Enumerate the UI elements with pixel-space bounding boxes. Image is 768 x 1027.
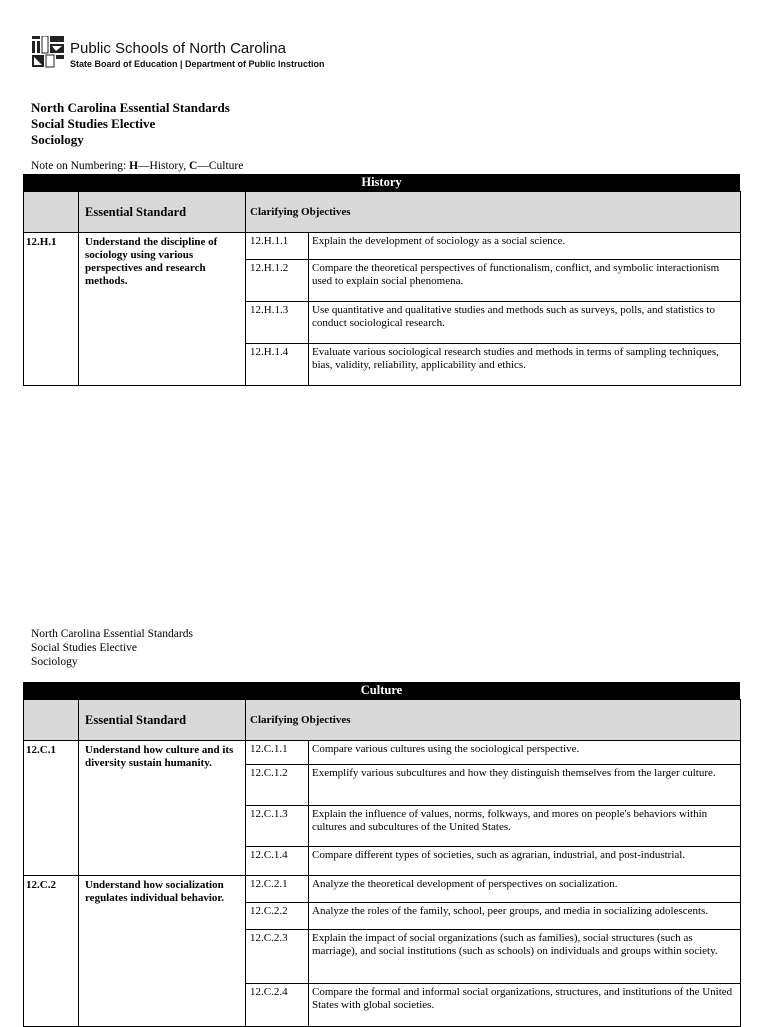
heading-line-1: North Carolina Essential Standards: [31, 100, 230, 115]
objective-code: 12.H.1.2: [246, 260, 309, 302]
objective-code: 12.H.1.4: [246, 344, 309, 386]
objective-row: [246, 984, 740, 1027]
standard-row: [24, 741, 741, 876]
objective-text: Compare the formal and informal social organizations, structures, and institutions of the United States with global societies.: [312, 986, 733, 1011]
standard-text: Understand how culture and its diversity sustain humanity.: [79, 741, 246, 876]
objectives-list: [246, 233, 740, 385]
objective-text: Exemplify various subcultures and how they distinguish themselves from the larger culture.: [309, 765, 741, 806]
note-c-label: —Culture: [197, 160, 244, 172]
header-clarifying-objectives: Clarifying Objectives: [246, 700, 741, 741]
objective-text: Explain the impact of social organizations (such as families), social structures (such as marriage), and social institutions (such as schools) on individuals and groups within society.: [309, 930, 741, 984]
header-essential-standard: Essential Standard: [79, 192, 246, 233]
objectives-cell: [246, 233, 741, 386]
note-h-code: H: [129, 160, 139, 172]
objectives-cell: [246, 741, 741, 876]
table-header-row: [24, 700, 741, 741]
objective-row: [246, 806, 740, 847]
logo-title: Public Schools of North Carolina: [70, 40, 286, 57]
objective-text: Analyze the roles of the family, school, peer groups, and media in socializing adolescents.: [309, 903, 741, 930]
header-essential-standard: Essential Standard: [79, 700, 246, 741]
standard-text: Understand how socialization regulates individual behavior.: [79, 876, 246, 1027]
history-standards-table: [23, 191, 741, 386]
objective-row: [246, 876, 740, 903]
objective-row: [246, 741, 740, 765]
objective-row: [246, 302, 740, 344]
objective-row: [246, 903, 740, 930]
numbering-note: [31, 160, 243, 172]
objective-row: [246, 344, 740, 386]
objective-text: Explain the influence of values, norms, folkways, and mores on people's behaviors within cultures and subcultures of the United States.: [309, 806, 741, 847]
note-c-code: C: [189, 160, 198, 172]
objective-text: Compare the theoretical perspectives of functionalism, conflict, and symbolic interactionism used to explain social phenomena.: [309, 260, 741, 302]
objective-row: [246, 847, 740, 876]
document-heading: [31, 100, 230, 148]
objective-text: Explain the development of sociology as a social science.: [309, 233, 741, 260]
heading2-line-2: Social Studies Elective: [31, 642, 138, 654]
objective-row: [246, 765, 740, 806]
objective-code: 12.H.1.1: [246, 233, 309, 260]
note-h-label: —History,: [138, 160, 190, 172]
heading2-line-3: Sociology: [31, 656, 78, 668]
header-code-cell: [24, 700, 79, 741]
standard-text: Understand the discipline of sociology using various perspectives and research methods.: [79, 233, 246, 386]
logo-subtitle: State Board of Education | Department of Public Instruction: [70, 59, 325, 69]
objective-text: Compare different types of societies, such as agrarian, industrial, and post-industrial.: [312, 849, 686, 861]
objectives-cell: [246, 876, 741, 1027]
objective-code: 12.H.1.3: [246, 302, 309, 344]
culture-section: [23, 682, 740, 1027]
table-header-row: [24, 192, 741, 233]
objective-code: 12.C.2.2: [246, 903, 309, 930]
nc-dpi-logo: [30, 34, 328, 74]
objective-code: 12.C.1.4: [246, 847, 309, 876]
heading-line-3: Sociology: [31, 132, 84, 147]
objective-code: 12.C.2.3: [246, 930, 309, 984]
heading-line-2: Social Studies Elective: [31, 116, 156, 131]
history-section-title: History: [23, 174, 740, 191]
culture-section-title: Culture: [23, 682, 740, 699]
objective-code: 12.C.2.1: [246, 876, 309, 903]
standard-code: 12.C.2: [24, 876, 79, 1027]
objective-row: [246, 930, 740, 984]
objective-text: Compare various cultures using the sociological perspective.: [309, 741, 741, 765]
objective-code: 12.C.2.4: [246, 984, 309, 1027]
objectives-list: [246, 876, 740, 1026]
heading2-line-1: North Carolina Essential Standards: [31, 628, 193, 640]
objective-text: Analyze the theoretical development of perspectives on socialization.: [309, 876, 741, 903]
objective-code: 12.C.1.2: [246, 765, 309, 806]
standard-code: 12.C.1: [24, 741, 79, 876]
history-section: [23, 174, 740, 386]
page-2-heading: [31, 627, 193, 669]
note-prefix: Note on Numbering:: [31, 160, 130, 172]
standard-row: [24, 876, 741, 1027]
objectives-list: [246, 741, 740, 875]
header-code-cell: [24, 192, 79, 233]
culture-standards-table: [23, 699, 741, 1027]
objective-code: 12.C.1.1: [246, 741, 309, 765]
objective-text: Use quantitative and qualitative studies and methods such as surveys, polls, and statistics to conduct sociological research.: [309, 302, 741, 344]
standard-code: 12.H.1: [24, 233, 79, 386]
objective-row: [246, 233, 740, 260]
standard-row: [24, 233, 741, 386]
nc-dpi-logo-icon: [32, 36, 64, 68]
objective-row: [246, 260, 740, 302]
objective-code: 12.C.1.3: [246, 806, 309, 847]
header-clarifying-objectives: Clarifying Objectives: [246, 192, 741, 233]
objective-text: Evaluate various sociological research studies and methods in terms of sampling techniques, bias, validity, reliability, applicability and ethics.: [312, 346, 719, 371]
